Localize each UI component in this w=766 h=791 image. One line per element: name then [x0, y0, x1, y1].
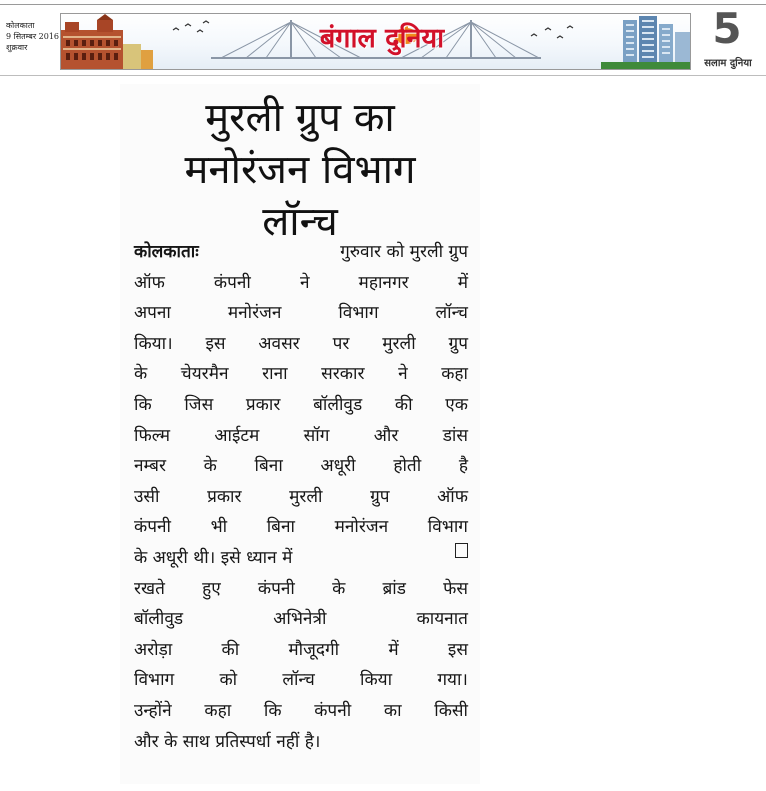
body-word: ने [299, 272, 310, 293]
body-word: मुरली [382, 333, 416, 354]
body-word: के [134, 364, 148, 385]
body-line [134, 665, 468, 696]
body-line-text [134, 482, 468, 513]
body-word: अधूरी [320, 456, 356, 477]
body-word: जिस [184, 394, 214, 415]
masthead-banner [60, 13, 691, 70]
body-word: और [373, 425, 399, 446]
body-line [134, 390, 468, 421]
heritage-building-illustration [61, 14, 153, 69]
body-word: लॉन्च [435, 303, 468, 324]
body-word: डांस [442, 425, 468, 446]
body-word: राना [262, 364, 288, 385]
body-word: किया [360, 670, 393, 691]
body-word: अवसर [258, 333, 300, 354]
headline-line: लॉन्च [262, 199, 338, 245]
body-word: चेयरमैन [180, 364, 229, 385]
body-word: इस [447, 639, 468, 660]
body-word: बिना [266, 517, 295, 538]
body-word: बॉलीवुड [134, 609, 184, 630]
body-word: मनोरंजन [227, 303, 282, 324]
body-line-text [134, 512, 468, 543]
body-line-text [134, 298, 468, 329]
body-word: में [457, 272, 468, 293]
body-word: के [332, 578, 346, 599]
body-word: किसी [434, 700, 468, 721]
body-word: एक [445, 394, 468, 415]
body-word: कहा [441, 364, 468, 385]
body-word: कंपनी [314, 700, 352, 721]
body-line-text [134, 451, 468, 482]
headline-line: मुरली ग्रुप का [205, 95, 395, 141]
body-word: के [203, 456, 217, 477]
body-word: कायनात [416, 609, 468, 630]
body-line [134, 727, 468, 758]
body-line [134, 604, 468, 635]
body-word: अभिनेत्री [273, 609, 327, 630]
body-word: मौजूदगी [288, 639, 340, 660]
body-line-text: और के साथ प्रतिस्पर्धा नहीं है। [134, 731, 321, 752]
box-glyph-icon [455, 543, 468, 558]
masthead-title: बंगाल दुनिया [319, 23, 445, 54]
body-word: अरोड़ा [134, 639, 173, 660]
body-line-text [134, 268, 468, 299]
body-word: ऑफ [437, 486, 468, 507]
body-word: कि [134, 394, 152, 415]
body-line [134, 543, 468, 574]
body-word: रखते [134, 578, 165, 599]
body-word: सरकार [321, 364, 365, 385]
article-headline [150, 92, 450, 248]
body-word: अपना [134, 303, 171, 324]
body-word: में [388, 639, 399, 660]
header-bottom-rule [0, 75, 766, 76]
body-word: की [221, 639, 240, 660]
body-word: कंपनी [257, 578, 295, 599]
body-line-text: गुरुवार को मुरली ग्रुप [340, 242, 468, 262]
header-day: शुक्रवार [6, 43, 28, 52]
skyline-illustration [601, 16, 690, 69]
headline-line: मनोरंजन विभाग [184, 147, 416, 193]
body-word: प्रकार [207, 486, 242, 507]
article-body [134, 237, 468, 757]
body-word: फिल्म [134, 425, 171, 446]
body-word: होती [393, 456, 422, 477]
header-top-rule [0, 4, 766, 5]
body-word: पर [332, 333, 350, 354]
body-word: सॉग [303, 425, 330, 446]
body-word: भी [210, 517, 228, 538]
body-line [134, 574, 468, 605]
body-line [134, 696, 468, 727]
body-line-text [134, 665, 468, 696]
body-word: विभाग [427, 517, 468, 538]
header-dateline [6, 20, 58, 53]
body-line-text [134, 329, 468, 360]
body-word: विभाग [134, 670, 175, 691]
body-word: उसी [134, 486, 160, 507]
body-word: प्रकार [245, 394, 281, 415]
body-word: हुए [202, 578, 221, 599]
body-word: कि [263, 700, 282, 721]
body-line [134, 298, 468, 329]
body-word: मनोरंजन [334, 517, 389, 538]
body-word: कंपनी [134, 517, 171, 538]
body-line-text [134, 390, 468, 421]
body-line-text [134, 604, 468, 635]
body-word: कंपनी [213, 272, 251, 293]
body-word: कहा [204, 700, 232, 721]
page-number: 5 [712, 4, 742, 53]
body-line [134, 421, 468, 452]
body-word: किया। [134, 333, 173, 354]
body-word: को [219, 670, 238, 691]
body-line-text: के अधूरी थी। इसे ध्यान में [134, 547, 293, 568]
header-city: कोलकाता [6, 21, 35, 30]
body-word: बिना [254, 456, 283, 477]
body-line [134, 635, 468, 666]
body-line [134, 451, 468, 482]
article-dateline: कोलकाताः [134, 242, 199, 262]
body-word: फेस [443, 578, 468, 599]
body-word: ने [398, 364, 408, 385]
body-word: बॉलीवुड [313, 394, 363, 415]
body-word: ऑफ [134, 272, 165, 293]
body-word: महानगर [358, 272, 409, 293]
body-word: गया। [437, 670, 468, 691]
body-line-text [134, 574, 468, 605]
body-word: नम्बर [134, 456, 166, 477]
body-line [134, 359, 468, 390]
body-word: ग्रुप [448, 333, 468, 354]
body-word: आईटम [214, 425, 260, 446]
body-word: लॉन्च [282, 670, 315, 691]
body-line [134, 329, 468, 360]
body-line-text [134, 635, 468, 666]
body-line [134, 512, 468, 543]
body-line [134, 268, 468, 299]
body-word: विभाग [338, 303, 379, 324]
body-word: की [394, 394, 413, 415]
header-date: 9 सितम्बर 2016 [6, 32, 60, 41]
body-line [134, 482, 468, 513]
body-word: इस [205, 333, 226, 354]
sub-brand-logo: सलाम दुनिया [704, 58, 752, 69]
body-word: ब्रांड [382, 578, 406, 599]
body-line-text [134, 421, 468, 452]
body-line [134, 237, 468, 268]
body-word: मुरली [289, 486, 323, 507]
body-word: ग्रुप [370, 486, 390, 507]
body-word: है [458, 456, 468, 477]
body-line-text [134, 359, 468, 390]
body-word: का [383, 700, 402, 721]
body-line-text [134, 696, 468, 727]
body-word: उन्होंने [134, 700, 172, 721]
